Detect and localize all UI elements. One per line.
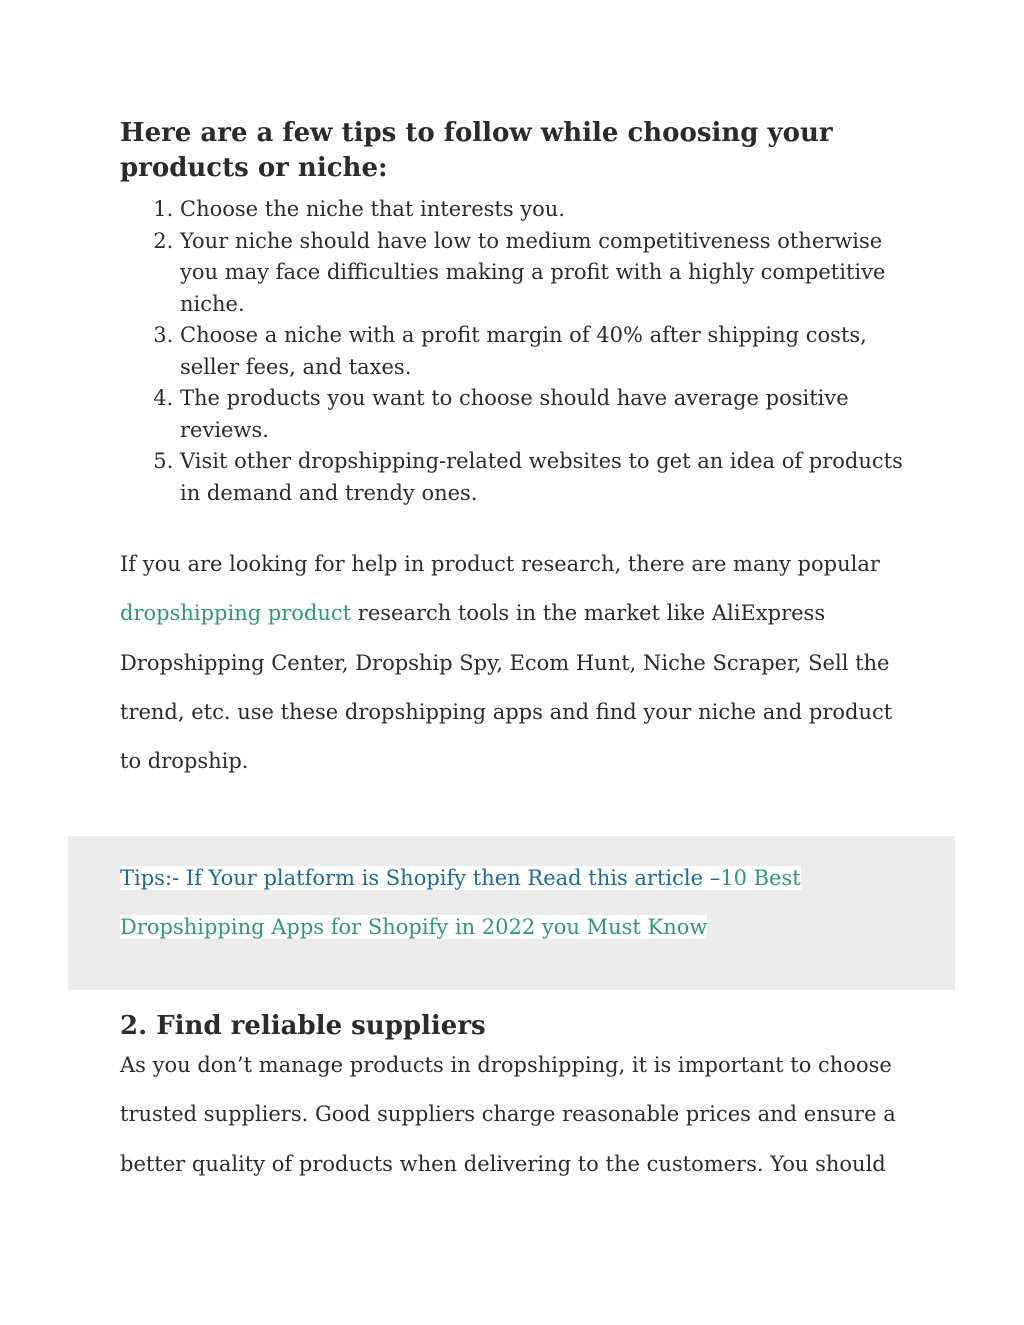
shopify-apps-article-link[interactable]: 10 Best Dropshipping Apps for Shopify in 2022 you Must Know xyxy=(120,866,801,940)
suppliers-heading: 2. Find reliable suppliers xyxy=(120,1011,486,1041)
research-paragraph-block xyxy=(120,540,910,786)
suppliers-paragraph-block xyxy=(120,1041,910,1189)
tips-list xyxy=(120,194,910,509)
dropshipping-product-link[interactable]: dropshipping product xyxy=(120,601,352,626)
tips-heading: Here are a few tips to follow while choosing your products or niche: xyxy=(120,118,833,183)
research-paragraph xyxy=(120,540,910,786)
research-text-before-link: If you are looking for help in product research, there are many popular xyxy=(120,552,880,576)
list-item: 3. Choose a niche with a profit margin of 40% after shipping costs, seller fees, and taxes. xyxy=(180,320,910,383)
tip-callout-text xyxy=(120,854,900,953)
list-item: 1. Choose the niche that interests you. xyxy=(180,194,910,226)
tip-callout-box xyxy=(68,836,955,990)
list-item: 4. The products you want to choose should have average positive reviews. xyxy=(180,383,910,446)
suppliers-paragraph: As you don’t manage products in dropshipping, it is important to choose trusted suppliers. Good suppliers charge reasonable prices and ensure a better quality of products when delivering to the customers. You should xyxy=(120,1053,896,1176)
list-item: 5. Visit other dropshipping-related websites to get an idea of products in demand and trendy ones. xyxy=(180,446,910,509)
research-text-after-link: research tools in the market like AliExpress Dropshipping Center, Dropship Spy, Ecom Hunt, Niche Scraper, Sell the trend, etc. use these dropshipping apps and find your niche and product to dropship. xyxy=(120,601,893,774)
list-item: 2. Your niche should have low to medium competitiveness otherwise you may face difficulties making a profit with a highly competitive niche. xyxy=(180,226,910,321)
tip-prefix-text: Tips:- If Your platform is Shopify then Read this article – xyxy=(120,866,721,890)
